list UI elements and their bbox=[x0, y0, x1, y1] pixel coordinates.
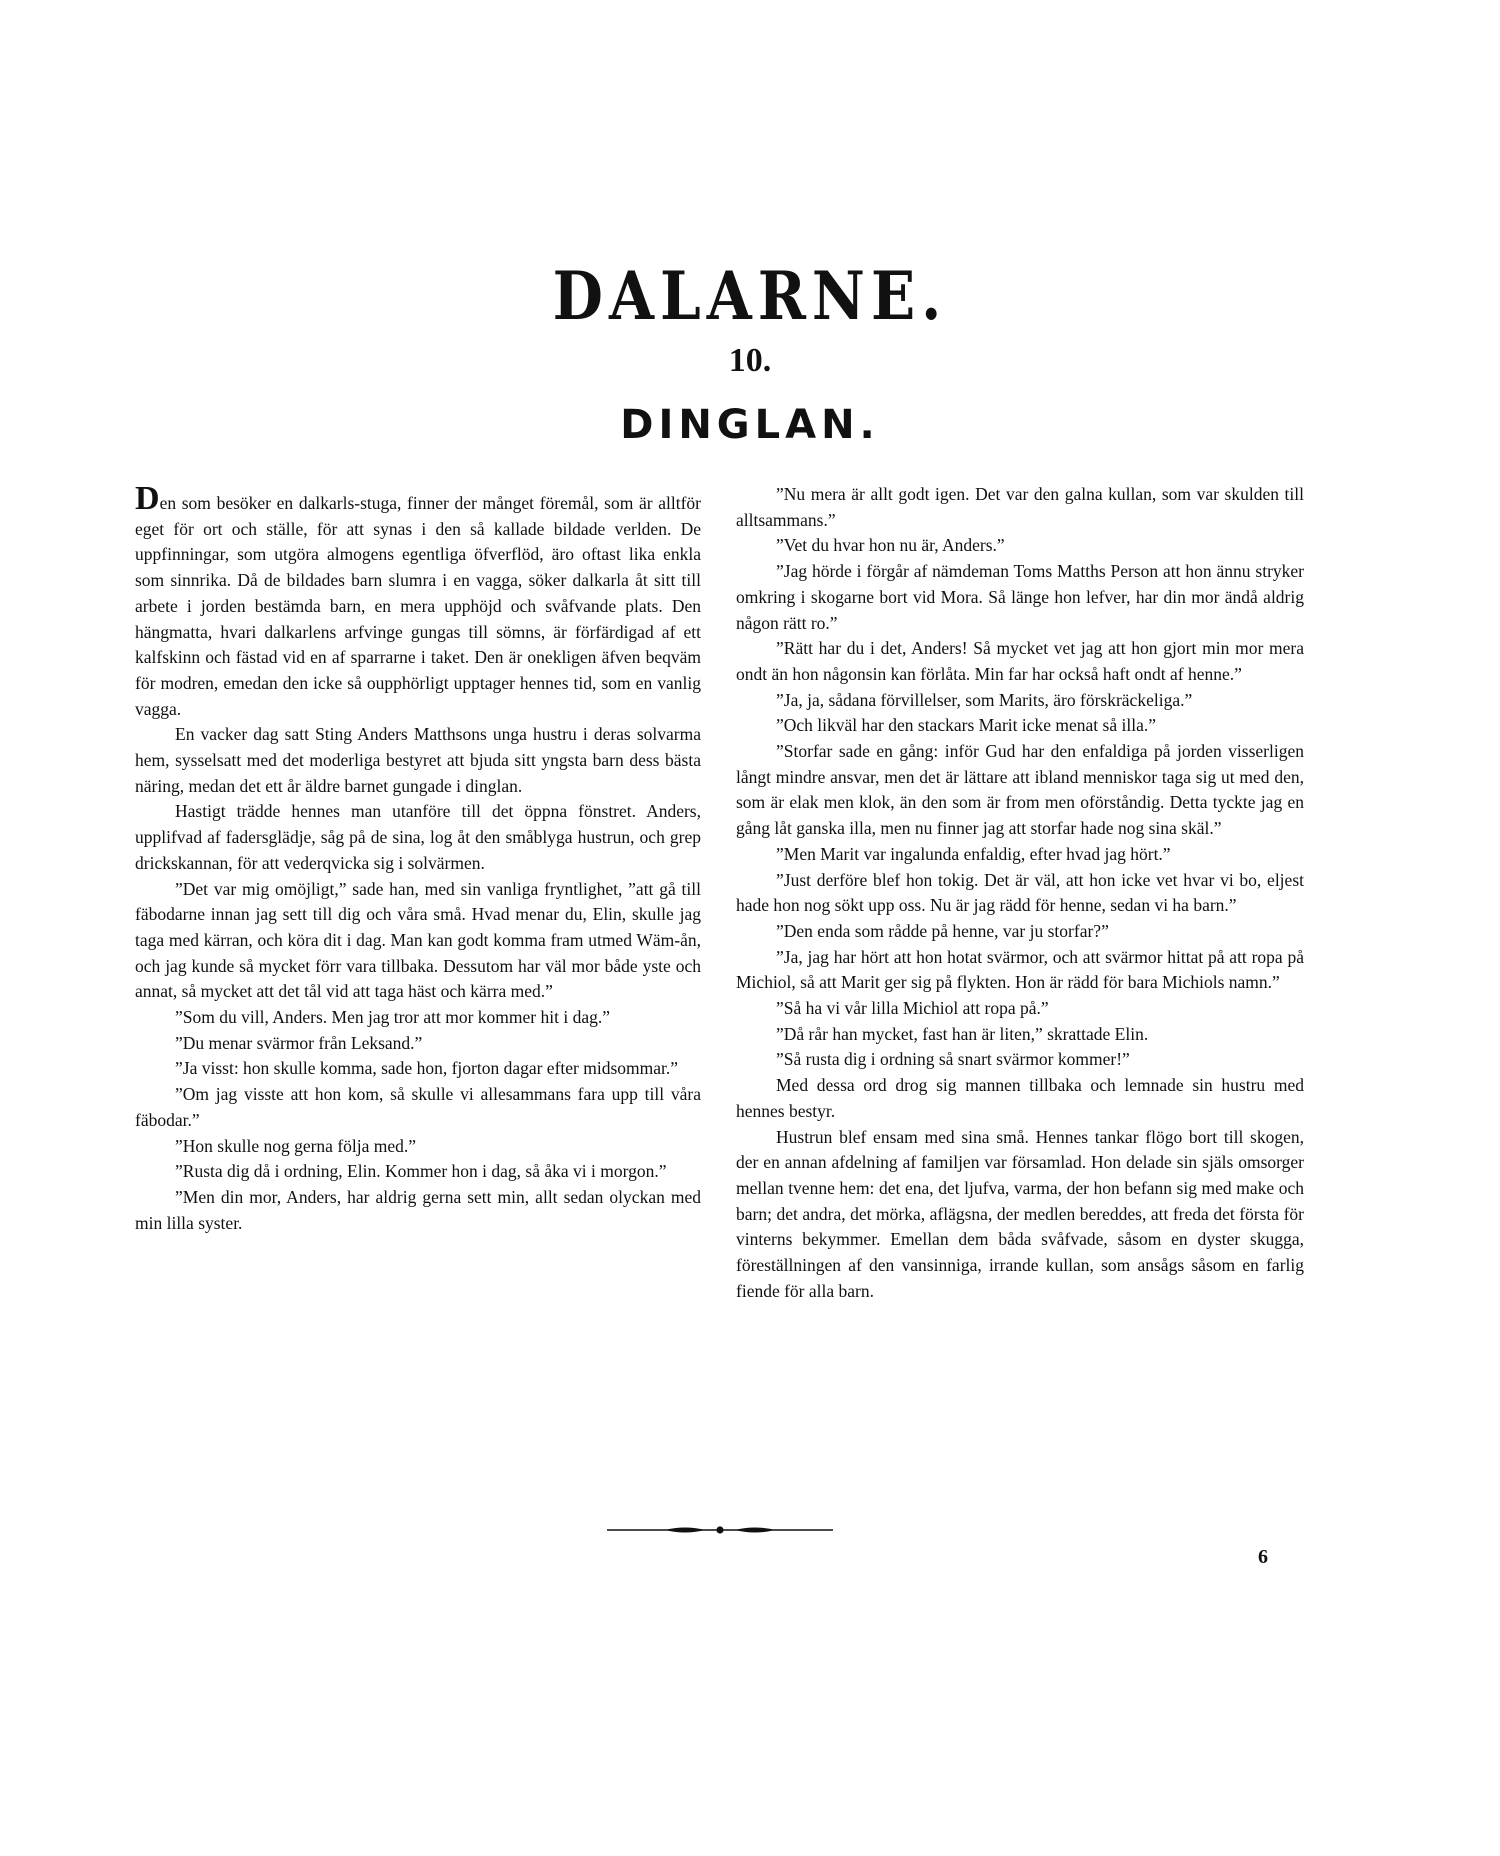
drop-cap: D bbox=[135, 480, 160, 517]
paragraph: ”Rätt har du i det, Anders! Så mycket vet jag att hon gjort min mor mera ondt än hon någonsin kan förlåta. Min far har också haft ondt af henne.” bbox=[736, 638, 1304, 684]
paragraph: ”Så rusta dig i ordning så snart svärmor kommer!” bbox=[776, 1049, 1130, 1070]
paragraph: ”Ja, jag har hört att hon hotat svärmor, och att svärmor hittat på att ropa på Michiol, så att Marit ger sig på flykten. Hon är rädd för bara Michiols namn.” bbox=[736, 946, 1304, 993]
paragraph: ”Det var mig omöjligt,” sade han, med sin vanliga fryntlighet, ”att gå till fäbodarne innan jag sett till dig och våra små. Hvad menar du, Elin, skulle jag taga med kärran, och köra dit i dag. Man kan godt komma fram utmed Wäm-ån, och jag kunde så mycket förr vara tillbaka. Dessutom har väl mor både yste och annat, så mycket att det tål vid att taga häst och kärra med.” bbox=[135, 878, 701, 1002]
paragraph: ”Storfar sade en gång: inför Gud har den enfaldiga på jorden visserligen långt mindre ansvar, men det är lättare att ibland menniskor taga sig ut med den, som är elak men klok, än den som är from men oförståndig. Detta tyckte jag en gång låt ganska illa, men nu finner jag att storfar hade nog sina skäl.” bbox=[736, 741, 1304, 839]
paragraph: ”Så ha vi vår lilla Michiol att ropa på.” bbox=[776, 998, 1049, 1019]
paragraph-text: en som besöker en dalkarls-stuga, finner der månget föremål, som är alltför eget för ort och ställe, för att synas i den så kallade bildade verlden. De uppfinningar, som utgöra almogens egentliga öfverflöd, äro oftast lika enkla som sinnrika. Då de bildades barn slumra i en vagga, söker dalkarla åt sitt till arbete i jorden bestämda barn, en mera upphöjd och svåfvande plats. Den hängmatta, hvari dalkarlens arfvinge gungas till sömns, är förfärdigad af ett kalfskinn och fästad vid en af sparrarne i taket. Den är onekligen äfven beqväm för modren, emedan den icke så oupphörligt upptager hennes tid, som en vanlig vagga. bbox=[135, 493, 701, 719]
paragraph: ”Nu mera är allt godt igen. Det var den galna kullan, som var skulden till alltsammans.” bbox=[736, 484, 1304, 530]
right-column bbox=[736, 482, 1304, 1305]
paragraph: Med dessa ord drog sig mannen tillbaka och lemnade sin hustru med hennes bestyr. bbox=[736, 1075, 1304, 1121]
paragraph: ”Den enda som rådde på henne, var ju storfar?” bbox=[776, 920, 1109, 941]
chapter-number: 10. bbox=[728, 342, 772, 379]
paragraph: ”Jag hörde i förgår af nämdeman Toms Matths Person att hon ännu stryker omkring i skogarne bort vid Mora. Så länge hon lefver, har din mor ändå aldrig någon rätt ro.” bbox=[736, 561, 1304, 633]
paragraph: En vacker dag satt Sting Anders Matthsons unga hustru i deras solvarma hem, sysselsatt med det moderliga bestyret att bjuda sitt yngsta barn dess bästa näring, medan det ett år äldre barnet gungade i dinglan. bbox=[135, 724, 701, 796]
paragraph: Hustrun blef ensam med sina små. Hennes tankar flögo bort till skogen, der en annan afdelning af familjen var församlad. Hon delade sin själs omsorger mellan tvenne hem: det ena, det ljufva, varma, der hon befann sig med make och barn; det andra, det mörka, aflägsna, der medlen bereddes, att freda det första för vinterns bekymmer. Emellan dem båda svåfvade, såsom en dyster skugga, föreställningen af den vansinniga, irrande kullan, som ansågs såsom en farlig fiende för alla barn. bbox=[736, 1126, 1304, 1301]
paragraph: ”Rusta dig då i ordning, Elin. Kommer hon i dag, så åka vi i morgon.” bbox=[175, 1161, 667, 1182]
paragraph bbox=[135, 482, 701, 722]
paragraph: ”Ja visst: hon skulle komma, sade hon, fjorton dagar efter midsommar.” bbox=[175, 1058, 679, 1079]
chapter-title: DINGLAN. bbox=[620, 402, 880, 448]
paragraph: ”Ja, ja, sådana förvillelser, som Marits, äro förskräckeliga.” bbox=[776, 689, 1193, 710]
paragraph: ”Vet du hvar hon nu är, Anders.” bbox=[776, 535, 1005, 556]
page-number: 6 bbox=[1258, 1546, 1268, 1568]
paragraph: ”Då rår han mycket, fast han är liten,” skrattade Elin. bbox=[776, 1023, 1149, 1044]
paragraph: ”Men din mor, Anders, har aldrig gerna sett min, allt sedan olyckan med min lilla syster. bbox=[135, 1186, 701, 1233]
paragraph: ”Och likväl har den stackars Marit icke menat så illa.” bbox=[776, 715, 1156, 736]
ornament-divider bbox=[605, 1524, 835, 1536]
paragraph: ”Om jag visste att hon kom, så skulle vi allesammans fara upp till våra fäbodar.” bbox=[135, 1084, 701, 1130]
paragraph: ”Just derföre blef hon tokig. Det är väl, att hon icke vet hvar vi bo, eljest hade hon nog sökt upp oss. Nu är jag rädd för henne, sedan vi ha barn.” bbox=[736, 869, 1304, 916]
left-column bbox=[135, 482, 701, 1236]
paragraph: ”Men Marit var ingalunda enfaldig, efter hvad jag hört.” bbox=[776, 843, 1171, 864]
paragraph: ”Du menar svärmor från Leksand.” bbox=[175, 1032, 423, 1053]
paragraph: Hastigt trädde hennes man utanföre till det öppna fönstret. Anders, upplifvad af fadersglädje, såg på de sina, log åt den småblyga hustrun, och grep drickskannan, för att vederqvicka sig i solvärmen. bbox=[135, 801, 701, 873]
section-title: DALARNE. bbox=[552, 256, 948, 336]
paragraph: ”Som du vill, Anders. Men jag tror att mor kommer hit i dag.” bbox=[175, 1007, 610, 1028]
paragraph: ”Hon skulle nog gerna följa med.” bbox=[175, 1135, 417, 1156]
